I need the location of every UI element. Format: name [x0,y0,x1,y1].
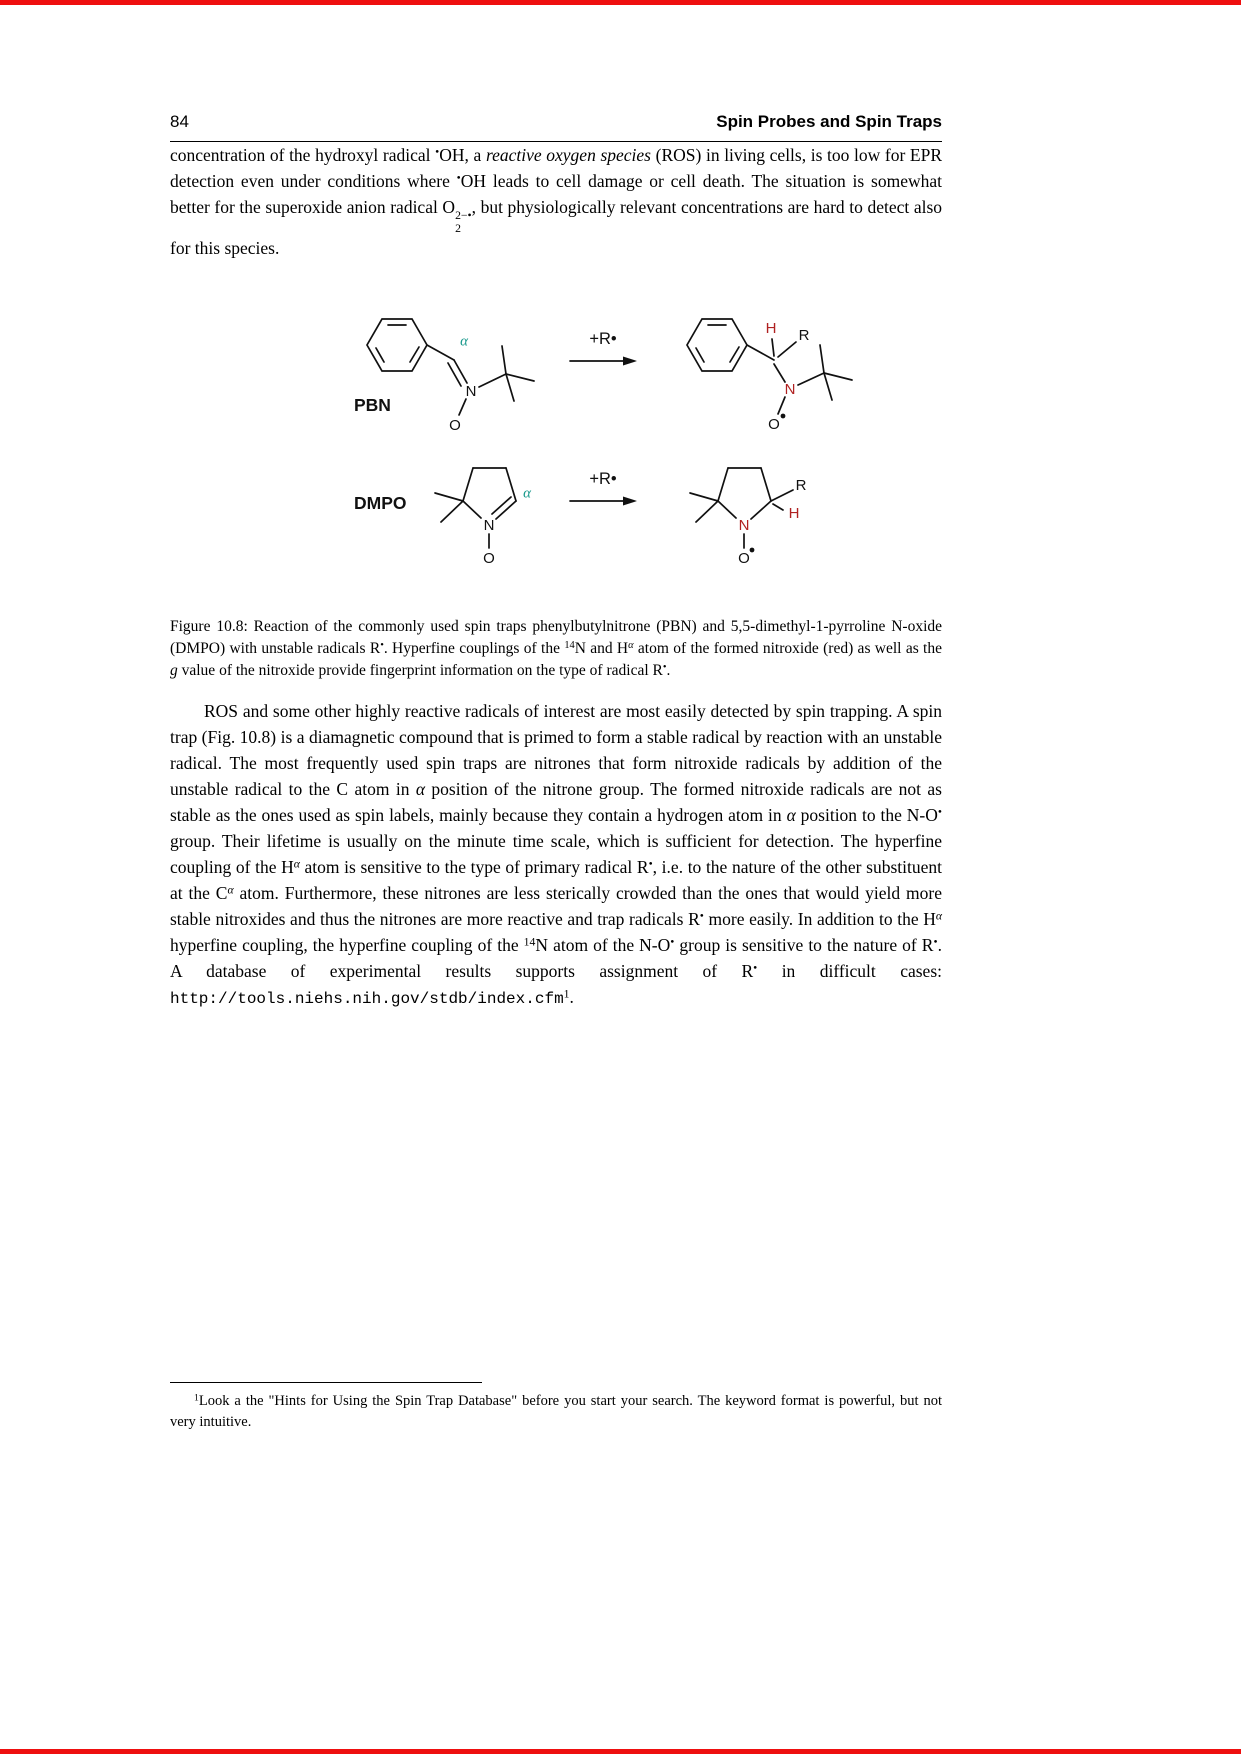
radical-dot-sup: • [933,934,938,948]
radical-dot-sup: • [753,960,758,974]
text-segment: value of the nitroxide provide fingerprint information on the type of radical R [177,662,663,680]
figure-caption [170,616,942,682]
pbn-reactant-structure [354,319,534,434]
alpha-symbol: α [415,778,426,799]
footnote-marker: 1 [194,1392,199,1404]
footnote-marker-ref: 1 [563,986,570,1000]
reaction-arrow-pbn [570,330,637,366]
nitrogen-label: N [784,381,796,398]
radical-dot-sup: • [670,934,675,948]
text-segment: position to the N-O [795,804,938,825]
pbn-product-structure [687,319,852,433]
radical-r-label: R [795,477,807,494]
arrowhead-icon [623,497,637,506]
text-segment: Look a the "Hints for Using the Spin Trap Database" before you start your search. The keyword format is powerful, but not very intuitive. [170,1393,942,1430]
radical-dot [750,548,755,553]
g-value-symbol: g [170,662,178,680]
page-number: 84 [170,112,189,131]
oxygen-label: O [483,550,495,567]
nitrogen-label: N [738,517,750,534]
radical-dot-sup: • [435,145,440,159]
text-segment: . A database of experimental results supports assignment of R [170,934,942,981]
text-segment: hyperfine coupling, the hyperfine coupling of the [170,934,524,955]
alpha-sup: α [935,908,943,922]
nitrogen-label: N [465,383,477,400]
footnote-block [170,1382,942,1433]
radical-dot-sup: • [662,662,667,674]
benzene-ring [687,319,747,371]
plus-radical-label: +R• [589,470,617,489]
text-segment: N and H [574,640,629,658]
text-segment: (ROS) in living cells, is too low for EPR detection even under conditions where [170,145,943,191]
text-segment: atom. Furthermore, these nitrones are less sterically crowded than the ones that would yield more stable nitroxides and thus the nitrones are more reactive and trap radicals R [170,882,942,929]
running-title: Spin Probes and Spin Traps [716,112,942,131]
formula-superscript: 2−• [455,209,472,223]
superoxide-formula-scripts [455,210,472,235]
text-segment: OH, a [439,145,486,165]
paragraph-intro [170,142,942,261]
text-segment: atom is sensitive to the type of primary radical R [299,856,649,877]
radical-dot-sup: • [699,908,704,922]
text-segment: concentration of the hydroxyl radical [170,145,436,165]
text-segment: , i.e. to the nature of the other substituent at the C [170,856,942,903]
text-segment: position of the nitrone group. The formed nitroxide radicals are not as stable as the ones used as spin labels, mainly because they contain a hydrogen atom in [170,778,942,825]
text-segment: in difficult cases: [757,960,942,981]
text-segment: . [666,662,671,680]
crop-marker-bottom [0,1749,1241,1754]
alpha-sup: α [628,640,634,652]
text-segment: . [569,986,574,1007]
caption-label: Figure 10.8: [170,618,248,636]
isotope-sup: 14 [523,934,536,948]
radical-dot-sup: • [380,640,384,652]
radical-dot-sup: • [456,171,461,185]
text-segment: more easily. In addition to the H [703,908,936,929]
text-segment: group is sensitive to the nature of R [674,934,934,955]
radical-r-label: R [798,327,810,344]
reaction-arrow-dmpo [570,470,637,506]
text-segment: Reaction of the commonly used spin traps phenylbutylnitrone (PBN) and 5,5-dimethyl-1-pyrroline N-oxide (DMPO) with unstable radicals R [170,618,942,658]
dmpo-name-label: DMPO [354,493,407,514]
oxygen-label: O [449,417,461,434]
text-segment: N atom of the N-O [535,934,671,955]
italic-term-ros: reactive oxygen species [485,145,651,165]
text-segment: OH leads to cell damage or cell death. The situation is somewhat better for the superoxide anion radical O [170,171,942,217]
page-header [170,112,942,142]
text-segment: , but physiologically relevant concentrations are hard to detect also for this species. [170,197,943,259]
text-segment: . Hyperfine couplings of the [383,640,565,658]
footnote-rule [170,1382,482,1383]
paragraph-main [170,698,942,1012]
text-segment: atom of the formed nitroxide (red) as well as the [633,640,942,658]
radical-dot-sup: • [648,856,653,870]
alpha-hydrogen-label: H [765,320,777,337]
dmpo-reactant-structure [354,468,532,567]
figure-10-8 [292,297,942,590]
plus-radical-label: +R• [589,330,617,349]
database-url-link[interactable]: http://tools.niehs.nih.gov/stdb/index.cfm [170,989,564,1008]
dmpo-product-structure [690,468,807,567]
radical-dot [781,414,786,419]
text-segment: group. Their lifetime is usually on the minute time scale, which is sufficient for detection. The hyperfine coupling of the H [170,830,942,877]
alpha-hydrogen-label: H [788,505,800,522]
formula-subscript: 2 [455,221,461,235]
alpha-sup: α [227,882,234,896]
nitrogen-label: N [483,517,495,534]
alpha-position-label: α [523,485,531,502]
page-content [170,112,942,1012]
spin-trap-reaction-scheme [292,297,892,585]
pbn-name-label: PBN [354,395,391,416]
benzene-ring [367,319,427,371]
alpha-position-label: α [460,333,468,350]
isotope-sup: 14 [564,640,575,652]
arrowhead-icon [623,357,637,366]
oxygen-label: O [738,550,750,567]
radical-dot-sup: • [937,804,942,818]
crop-marker-top [0,0,1241,5]
text-segment: ROS and some other highly reactive radicals of interest are most easily detected by spin trapping. A spin trap (Fig. 10.8) is a diamagnetic compound that is primed to form a stable radical by reaction with an unstable radical. The most frequently used spin traps are nitrones that form nitroxide radicals by addition of the unstable radical to the C atom in [170,700,942,799]
alpha-symbol: α [786,804,796,825]
footnote-text [170,1391,942,1433]
oxygen-label: O [768,416,780,433]
alpha-sup: α [293,856,300,870]
